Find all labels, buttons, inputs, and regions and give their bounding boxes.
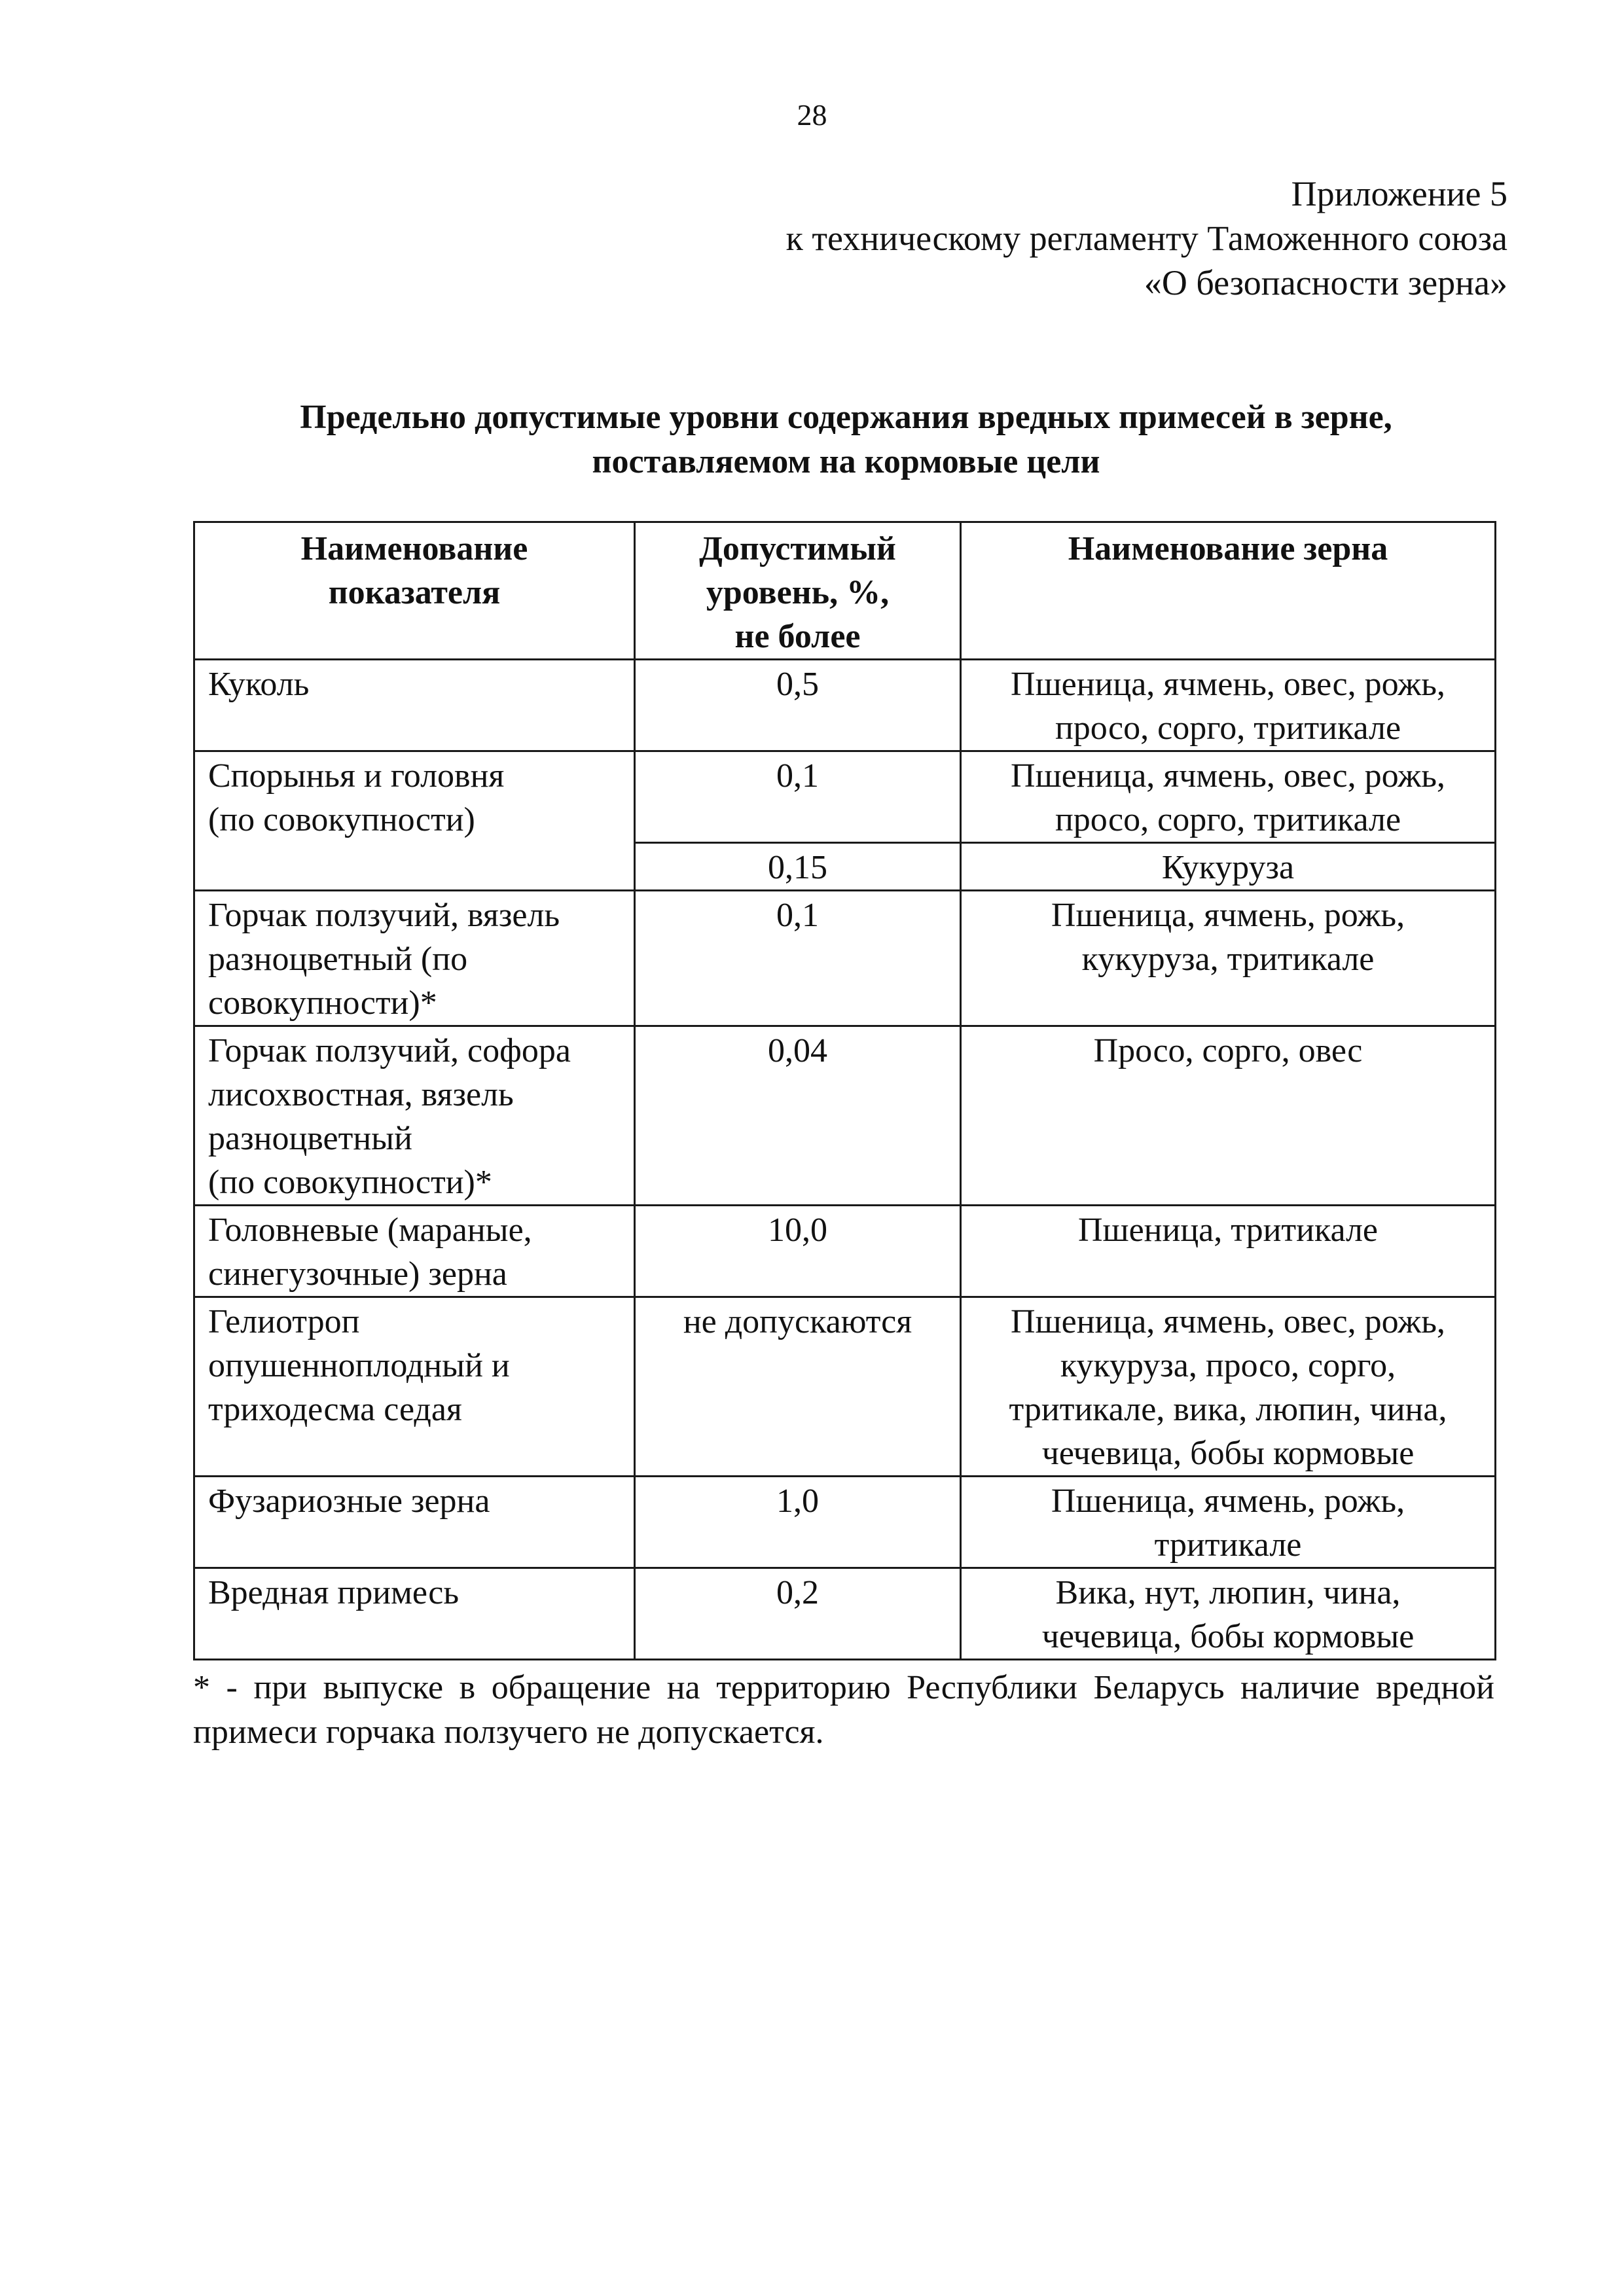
appendix-reference bbox=[786, 171, 1507, 305]
table-row bbox=[194, 751, 1496, 843]
limits-table bbox=[193, 521, 1496, 1660]
table-row bbox=[194, 1026, 1496, 1206]
level-cell: 0,2 bbox=[635, 1568, 961, 1660]
page-number: 28 bbox=[797, 98, 827, 132]
level-cell: 0,04 bbox=[635, 1026, 961, 1206]
title-line: поставляемом на кормовые цели bbox=[592, 443, 1100, 480]
level-cell: 0,1 bbox=[635, 751, 961, 843]
table-row bbox=[194, 1568, 1496, 1660]
header-grain: Наименование зерна bbox=[961, 522, 1496, 660]
appendix-line: «О безопасности зерна» bbox=[1144, 263, 1507, 302]
grain-cell: Пшеница, ячмень, рожь, кукуруза, тритикале bbox=[961, 891, 1496, 1026]
indicator-cell: Гелиотроп опушенноплодный и триходесма седая bbox=[194, 1297, 635, 1477]
grain-cell: Пшеница, ячмень, овес, рожь, просо, сорго, тритикале bbox=[961, 751, 1496, 843]
indicator-cell: Куколь bbox=[194, 660, 635, 751]
grain-cell: Пшеница, тритикале bbox=[961, 1206, 1496, 1297]
table-body bbox=[194, 660, 1496, 1660]
appendix-line: Приложение 5 bbox=[1291, 174, 1507, 213]
header-indicator: Наименование показателя bbox=[194, 522, 635, 660]
footnote: * - при выпуске в обращение на территорию Республики Беларусь наличие вредной примеси горчака ползучего не допускается. bbox=[193, 1669, 1494, 1751]
level-cell: 0,5 bbox=[635, 660, 961, 751]
grain-cell: Кукуруза bbox=[961, 843, 1496, 891]
indicator-cell: Вредная примесь bbox=[194, 1568, 635, 1660]
title-line: Предельно допустимые уровни содержания вредных примесей в зерне, bbox=[300, 399, 1392, 436]
document-title bbox=[196, 395, 1496, 484]
table-header-row bbox=[194, 522, 1496, 660]
grain-cell: Пшеница, ячмень, овес, рожь, просо, сорго, тритикале bbox=[961, 660, 1496, 751]
indicator-cell: Горчак ползучий, софора лисохвостная, вязель разноцветный (по совокупности)* bbox=[194, 1026, 635, 1206]
grain-cell: Пшеница, ячмень, рожь, тритикале bbox=[961, 1477, 1496, 1568]
appendix-line: к техническому регламенту Таможенного союза bbox=[785, 219, 1507, 258]
header-level: Допустимый уровень, %, не более bbox=[635, 522, 961, 660]
level-cell: 10,0 bbox=[635, 1206, 961, 1297]
level-cell: не допускаются bbox=[635, 1297, 961, 1477]
grain-cell: Пшеница, ячмень, овес, рожь, кукуруза, просо, сорго, тритикале, вика, люпин, чина, чечевица, бобы кормовые bbox=[961, 1297, 1496, 1477]
table-row bbox=[194, 660, 1496, 751]
level-cell: 0,15 bbox=[635, 843, 961, 891]
indicator-cell: Головневые (мараные, синегузочные) зерна bbox=[194, 1206, 635, 1297]
level-cell: 0,1 bbox=[635, 891, 961, 1026]
indicator-cell: Фузариозные зерна bbox=[194, 1477, 635, 1568]
table-row bbox=[194, 1477, 1496, 1568]
table-row bbox=[194, 1206, 1496, 1297]
level-cell: 1,0 bbox=[635, 1477, 961, 1568]
indicator-cell: Горчак ползучий, вязель разноцветный (по совокупности)* bbox=[194, 891, 635, 1026]
grain-cell: Вика, нут, люпин, чина, чечевица, бобы кормовые bbox=[961, 1568, 1496, 1660]
grain-cell: Просо, сорго, овес bbox=[961, 1026, 1496, 1206]
table-row bbox=[194, 1297, 1496, 1477]
indicator-cell: Спорынья и головня (по совокупности) bbox=[194, 751, 635, 891]
table-row bbox=[194, 891, 1496, 1026]
